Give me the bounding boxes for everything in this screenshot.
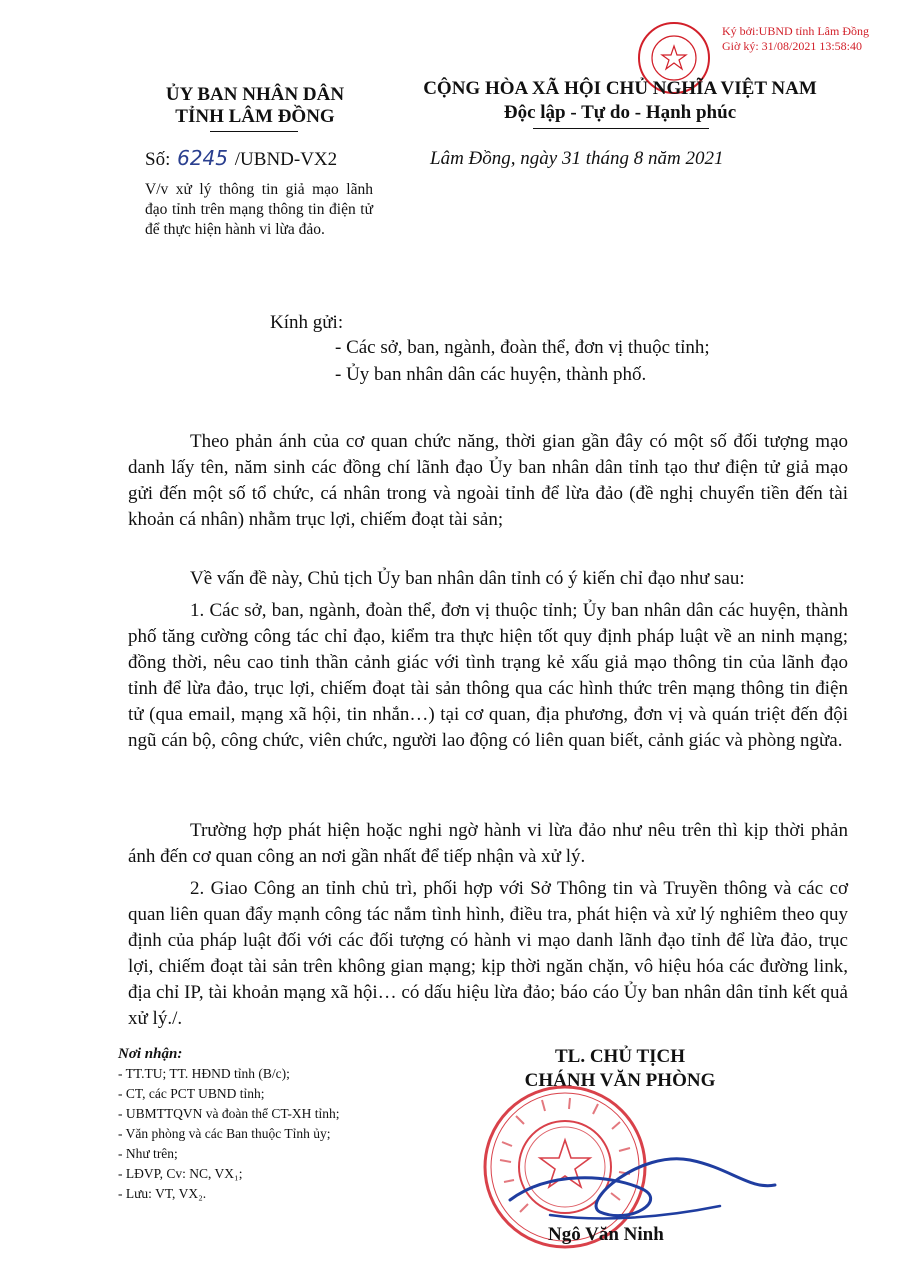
motto-divider xyxy=(533,128,709,129)
subject: V/v xử lý thông tin giả mạo lãnh đạo tỉnh trên mạng thông tin điện tử để thực hiện hành vi lừa đảo. xyxy=(145,181,373,238)
body-paragraph-4: Trường hợp phát hiện hoặc nghi ngờ hành vi lừa đảo như nêu trên thì kịp thời phản ánh đến cơ quan công an nơi gần nhất để tiếp nhận và xử lý. xyxy=(128,820,848,867)
receivers-list xyxy=(118,1044,498,1204)
receivers-title: Nơi nhận: xyxy=(118,1046,183,1062)
nation-title: CỘNG HÒA XÃ HỘI CHỦ NGHĨA VIỆT NAM xyxy=(423,78,817,99)
doc-number-prefix: Số: xyxy=(145,149,171,170)
receiver-item: - UBMTTQVN và đoàn thể CT-XH tỉnh; xyxy=(118,1106,340,1121)
doc-number-value: 6245 xyxy=(177,146,229,170)
body-paragraph-1: Theo phản ánh của cơ quan chức năng, thời gian gần đây có một số đối tượng mạo danh lấy tên, năm sinh các đồng chí lãnh đạo Ủy ban nhân dân tỉnh tạo thư điện tử giả mạo gửi đến một số tổ chức, cá nhân trong và ngoài tỉnh để lừa đảo (đề nghị chuyển tiền đến tài khoản cá nhân) nhằm trục lợi, chiếm đoạt tài sản; xyxy=(128,431,848,530)
signer-name: Ngô Văn Ninh xyxy=(548,1224,664,1245)
recipient-item: - Các sở, ban, ngành, đoàn thể, đơn vị thuộc tỉnh; xyxy=(335,337,710,358)
org-parent: ỦY BAN NHÂN DÂN xyxy=(165,84,345,105)
doc-number-suffix: /UBND-VX2 xyxy=(234,149,338,170)
place-date: Lâm Đồng, ngày 31 tháng 8 năm 2021 xyxy=(430,148,724,169)
motto: Độc lập - Tự do - Hạnh phúc xyxy=(503,102,737,123)
signer-title-line2: CHÁNH VĂN PHÒNG xyxy=(524,1070,716,1091)
receiver-item: - CT, các PCT UBND tỉnh; xyxy=(118,1086,265,1101)
recipient-item: - Ủy ban nhân dân các huyện, thành phố. xyxy=(335,364,647,385)
receiver-item: - Lưu: VT, VX₂. xyxy=(118,1186,207,1201)
body-paragraph-5: 2. Giao Công an tỉnh chủ trì, phối hợp với Sở Thông tin và Truyền thông và các cơ quan liên quan đẩy mạnh công tác nắm tình hình, điều tra, phát hiện và xử lý nghiêm theo quy định của pháp luật đối với các đối tượng có hành vi mạo danh lãnh đạo tỉnh để lừa đảo, trục lợi, chiếm đoạt tài sản trên không gian mạng; kịp thời ngăn chặn, vô hiệu hóa các đường link, địa chỉ IP, tài khoản mạng xã hội… có dấu hiệu lừa đảo; báo cáo Ủy ban nhân dân tỉnh kết quả xử lý./. xyxy=(128,878,848,1029)
signer-title-line1: TL. CHỦ TỊCH xyxy=(554,1046,686,1067)
receiver-item: - TT.TU; TT. HĐND tỉnh (B/c); xyxy=(118,1066,290,1081)
org-divider xyxy=(210,131,298,132)
signed-by: Ký bởi:UBND tỉnh Lâm Đồng xyxy=(722,24,870,38)
receiver-item: - Văn phòng và các Ban thuộc Tỉnh ủy; xyxy=(118,1126,331,1141)
org-name: TỈNH LÂM ĐỒNG xyxy=(175,106,335,127)
receiver-item: - Như trên; xyxy=(118,1146,178,1161)
body-paragraph-3: 1. Các sở, ban, ngành, đoàn thể, đơn vị thuộc tỉnh; Ủy ban nhân dân các huyện, thành phố tăng cường công tác chỉ đạo, kiểm tra thực hiện tốt quy định pháp luật về an ninh mạng; đồng thời, nêu cao tinh thần cảnh giác với tình trạng kẻ xấu giả mạo thông tin của lãnh đạo tỉnh để lừa đảo, trục lợi, chiếm đoạt tài sản thông qua các hình thức trên mạng thông tin điện tử (qua email, mạng xã hội, tin nhắn…) tại cơ quan, địa phương, đơn vị và quán triệt đến đội ngũ cán bộ, công chức, viên chức, người lao động có liên quan biết, cảnh giác và phòng ngừa. xyxy=(128,600,848,751)
doc-number xyxy=(145,145,337,173)
digital-signature-info xyxy=(722,24,869,54)
recipients-label: Kính gửi: xyxy=(270,312,344,333)
signed-time: Giờ ký: 31/08/2021 13:58:40 xyxy=(722,39,863,53)
body-paragraph-2: Về vấn đề này, Chủ tịch Ủy ban nhân dân tỉnh có ý kiến chỉ đạo như sau: xyxy=(190,568,745,589)
receiver-item: - LĐVP, Cv: NC, VX₁; xyxy=(118,1166,243,1181)
